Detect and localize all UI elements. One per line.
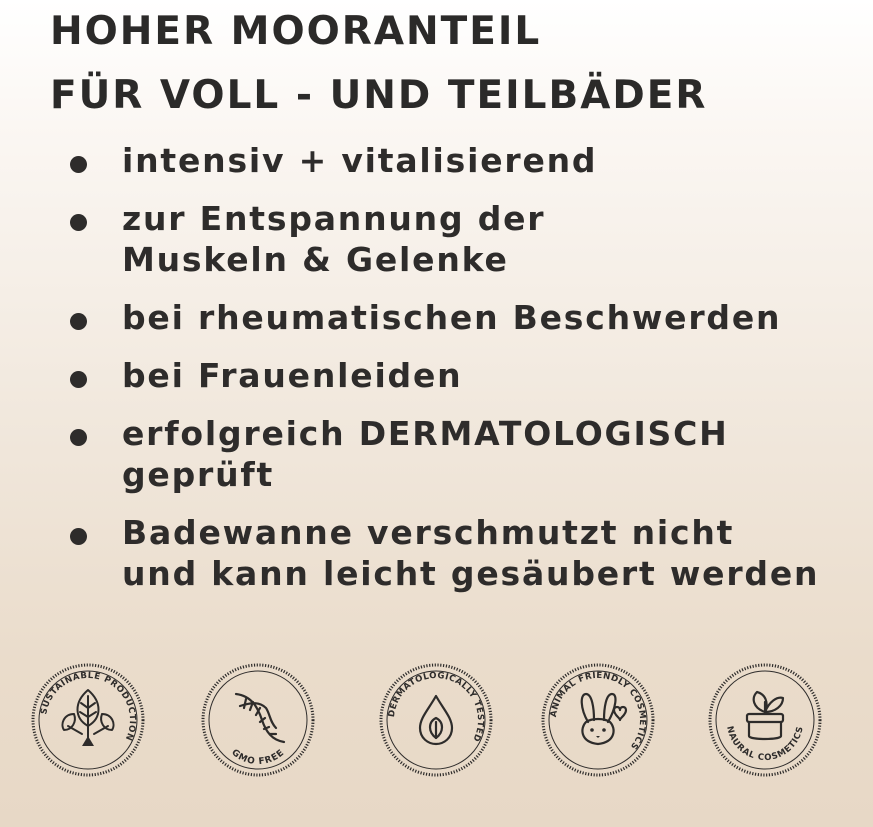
benefit-text: bei rheumatischen Beschwerden [122, 298, 782, 337]
bullet-dot-icon [70, 528, 87, 545]
benefit-text: intensiv + vitalisierend [122, 141, 598, 180]
benefit-text: zur Entspannung der Muskeln & Gelenke [122, 199, 546, 279]
bullet-dot-icon [70, 214, 87, 231]
benefit-item [70, 512, 860, 594]
badge-label: GMO FREE [229, 747, 287, 768]
badge-label: DERMATOLOGICALLY TESTED [386, 670, 486, 744]
badge-natural-cosmetics [707, 662, 823, 778]
bullet-dot-icon [70, 156, 87, 173]
bullet-dot-icon [70, 429, 87, 446]
badge-gmo-free [200, 662, 316, 778]
badge-label: ANIMAL FRIENDLY COSMETICS [549, 670, 648, 752]
benefit-item [70, 413, 860, 495]
dna-icon [200, 662, 316, 778]
benefit-item [70, 140, 860, 181]
benefit-item [70, 297, 860, 338]
headline-line-2: FÜR VOLL - UND TEILBÄDER [50, 73, 708, 118]
headline [50, 0, 707, 128]
jar-leaf-icon [707, 662, 823, 778]
badge-animal-friendly [540, 662, 656, 778]
tree-icon [30, 662, 146, 778]
benefit-text: erfolgreich DERMATOLOGISCH geprüft [122, 414, 729, 494]
benefit-item [70, 198, 860, 280]
badge-label: SUSTAINABLE PRODUCTION [39, 670, 138, 743]
drop-leaf-icon [378, 662, 494, 778]
badge-label: NAURAL COSMETICS [724, 725, 806, 764]
benefit-text: Badewanne verschmutzt nicht und kann leicht gesäubert werden [122, 513, 820, 593]
bullet-dot-icon [70, 371, 87, 388]
benefit-item [70, 355, 860, 396]
headline-line-1: HOHER MOORANTEIL [50, 9, 542, 54]
benefit-list [70, 140, 860, 611]
certification-badges [30, 662, 830, 782]
rabbit-icon [540, 662, 656, 778]
bullet-dot-icon [70, 313, 87, 330]
svg-text:NAURAL COSMETICS [724, 725, 806, 763]
benefit-text: bei Frauenleiden [122, 356, 463, 395]
badge-dermatologically-tested [378, 662, 494, 778]
svg-text:ANIMAL FRIENDLY COSMETICS [549, 671, 647, 751]
badge-sustainable-production [30, 662, 146, 778]
